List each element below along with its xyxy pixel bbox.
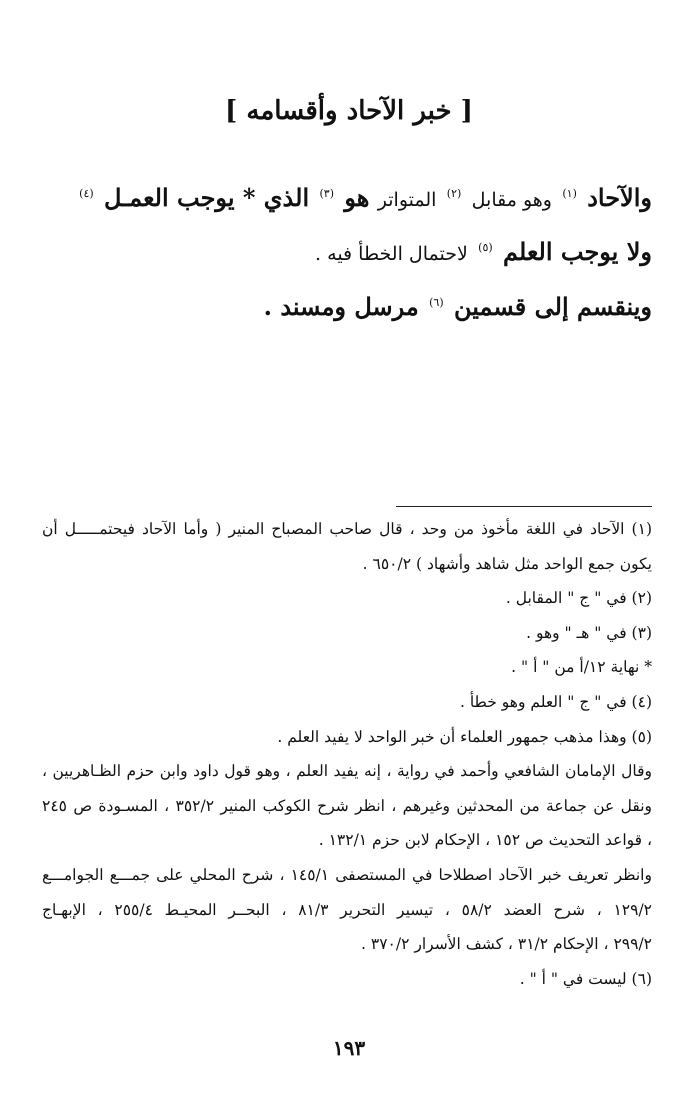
footnotes [42, 512, 652, 996]
footnote-line: (٣) في " هـ " وهو . [526, 623, 652, 642]
footnote-ref-5: (٥) [478, 241, 493, 254]
page-number: ١٩٣ [332, 1036, 366, 1060]
main-text: وينقسم إلى قسمين [454, 292, 652, 321]
footnote-separator [396, 506, 652, 507]
main-text-line-1 [42, 176, 652, 218]
footnote-line: ، قواعد التحديث ص ١٥٢ ، الإحكام لابن حزم ١٣٢/١ . [318, 831, 652, 850]
main-text: ولا يوجب العلم [503, 237, 652, 266]
main-text: هو [344, 183, 370, 212]
footnote-line: ١٢٩/٢ ، شرح العضد ٥٨/٢ ، تيسير التحرير ٨١/٣ ، البحــر المحيـط ٢٥٥/٤ ، الإبهـاج [42, 900, 652, 919]
footnote-ref-4: (٤) [79, 187, 94, 200]
footnote-line: وقال الإمامان الشافعي وأحمد في رواية ، إنه يفيد العلم ، وهو قول داود وابن حزم الظـاهريين ، [42, 762, 652, 781]
footnote-line: * نهاية ١٢/أ من " أ " . [511, 658, 652, 677]
main-text-line-3 [42, 285, 652, 325]
footnote-ref-6: (٦) [429, 296, 444, 309]
commentary-text: وهو مقابل [471, 189, 552, 211]
footnote-line: (٦) ليست في " أ " . [519, 969, 652, 988]
term-ahad: والآحاد [587, 183, 652, 212]
footnote-line: (٢) في " ج " المقابل . [505, 589, 652, 608]
footnote-line: (٥) وهذا مذهب جمهور العلماء أن خبر الواحد لا يفيد العلم . [277, 727, 652, 746]
footnote-line: ونقل عن جماعة من المحدثين وغيرهم ، انظر شرح الكوكب المنير ٣٥٢/٢ ، المسـودة ص ٢٤٥ [42, 796, 652, 815]
footnote-line: (١) الآحاد في اللغة مأخوذ من وحد ، قال صاحب المصباح المنير ( وأما الآحاد فيحتمـــــل أن [42, 520, 652, 538]
footnote-ref-3: (٣) [319, 187, 334, 200]
footnote-line: يكون جمع الواحد مثل شاهد وأشهاد ) ٦٥٠/٢ . [362, 554, 652, 573]
footnote-ref-2: (٢) [446, 187, 462, 200]
footnote-ref-1: (١) [562, 187, 577, 200]
main-text: الذي * يوجب العمـل [104, 183, 310, 212]
section-title: [ خبر الآحاد وأقسامه ] [225, 96, 473, 126]
main-text: مرسل ومسند . [263, 292, 419, 321]
main-text-line-2 [42, 230, 652, 272]
commentary-text: لاحتمال الخطأ فيه . [315, 243, 468, 265]
footnote-line: وانظر تعريف خبر الآحاد اصطلاحا في المستصفى ١٤٥/١ ، شرح المحلي على جمـــع الجوامـــع [42, 865, 652, 884]
footnote-line: ٢٩٩/٢ ، الإحكام ٣١/٢ ، كشف الأسرار ٣٧٠/٢ . [361, 935, 652, 954]
footnote-line: (٤) في " ج " العلم وهو خطأ . [459, 692, 652, 711]
commentary-text: المتواتر [377, 189, 437, 211]
